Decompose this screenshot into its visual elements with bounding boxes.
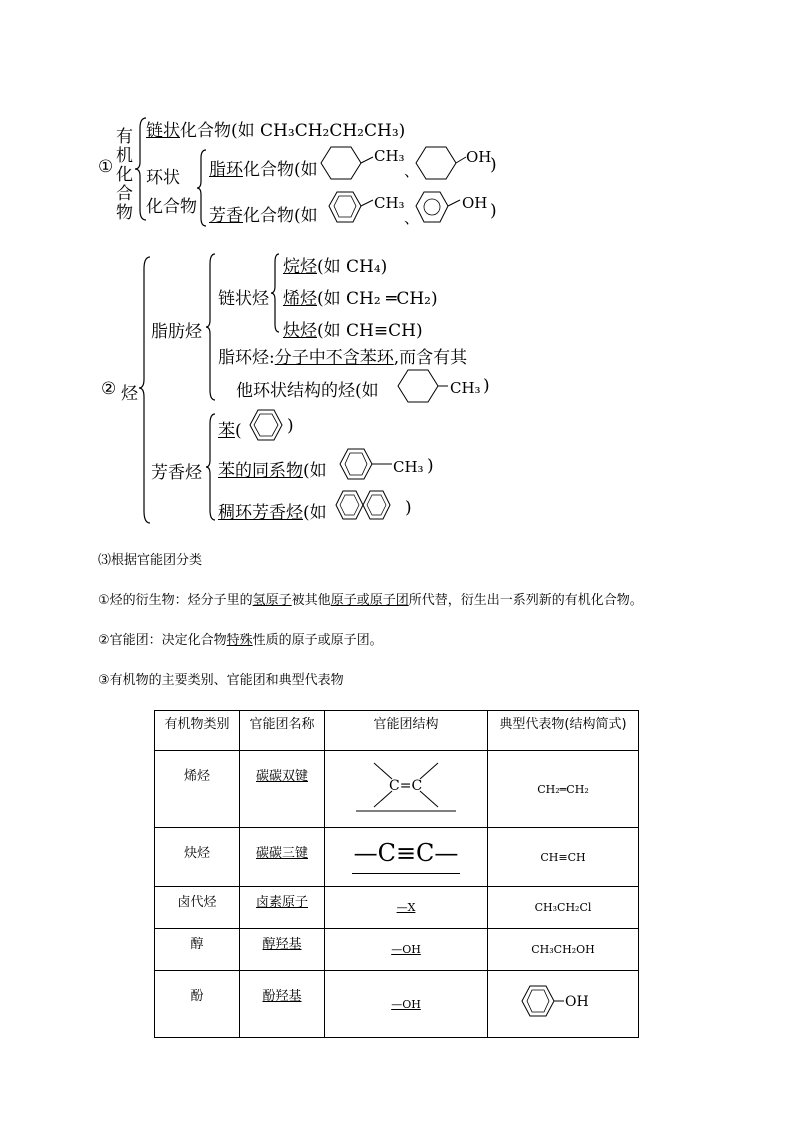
- header-cell: 官能团名称: [240, 711, 325, 751]
- hydroxyl-label: OH: [462, 194, 488, 212]
- paragraph-derivatives: ①烃的衍生物：烃分子里的氢原子被其他原子或原子团所代替，衍生出一系列新的有机化合物。: [98, 593, 643, 608]
- structure-cell: [325, 751, 488, 828]
- methyl-label: CH₃: [374, 147, 405, 165]
- example-cell: CH₂═CH₂: [488, 751, 639, 828]
- chain-compound-line: 链状化合物(如 CH₃CH₂CH₂CH₃): [146, 121, 406, 141]
- cyclic-label-2: 化合物: [146, 197, 197, 217]
- paragraph-table-intro: ③有机物的主要类别、官能团和典型代表物: [98, 673, 344, 688]
- phenol-structure: [518, 982, 608, 1022]
- structure-cell: —OH: [325, 971, 488, 1038]
- alkene-line: 烯烃(如 CH₂ ═CH₂): [283, 289, 438, 309]
- close-paren: ): [483, 376, 490, 396]
- methyl-label: CH₃: [393, 458, 424, 476]
- aromatic-hydrocarbon-label: 芳香烃: [151, 463, 202, 483]
- structure-cell: —OH: [325, 929, 488, 971]
- alicyclic-hydrocarbon-line1: 脂环烃:分子中不含苯环,而含有其: [218, 348, 468, 368]
- hydroxyl-label: OH: [466, 148, 492, 166]
- close-paren: ): [427, 456, 434, 476]
- alkane-line: 烷烃(如 CH₄): [283, 257, 388, 277]
- cyclic-label-1: 环状: [146, 168, 180, 188]
- chain-hydrocarbon-label: 链状烃: [218, 289, 269, 309]
- structure-text: C=C: [389, 778, 423, 794]
- group-name-cell: 醇羟基: [240, 929, 325, 971]
- naphthalene-structure: [334, 488, 414, 528]
- category-cell: 卤代烃: [155, 887, 240, 929]
- example-cell: CH≡CH: [488, 828, 639, 887]
- close-paren: ): [287, 416, 294, 436]
- example-cell: [488, 971, 639, 1038]
- brace: [196, 148, 210, 228]
- close-paren: ): [405, 498, 412, 518]
- toluene-structure: [338, 449, 398, 489]
- tree2-number: ②: [101, 379, 117, 399]
- close-paren: ): [490, 201, 497, 221]
- header-cell: 有机物类别: [155, 711, 240, 751]
- double-bond-structure: [356, 757, 456, 817]
- fused-ring-line: 稠环芳香烃(如: [218, 503, 327, 523]
- table-row: [155, 751, 639, 828]
- brace: [205, 252, 219, 402]
- aliphatic-label: 脂肪烃: [151, 322, 202, 342]
- close-paren: ): [490, 155, 497, 175]
- separator: 、: [404, 209, 420, 227]
- aromatic-compound-line: 芳香化合物(如: [209, 206, 318, 226]
- tree1-vertical-label: 有 机 化 合 物: [116, 127, 133, 223]
- hydroxyl-label: OH: [565, 994, 589, 1010]
- table-header-row: [155, 711, 639, 751]
- brace: [270, 252, 282, 334]
- header-cell: 官能团结构: [325, 711, 488, 751]
- example-cell: CH₃CH₂Cl: [488, 887, 639, 929]
- brace: [138, 255, 154, 525]
- methyl-label: CH₃: [450, 379, 481, 397]
- category-cell: 烯烃: [155, 751, 240, 828]
- alkyne-line: 炔烃(如 CH≡CH): [283, 321, 423, 341]
- group-name-cell: 碳碳双键: [240, 751, 325, 828]
- brace: [205, 412, 219, 522]
- functional-group-table: [154, 710, 639, 1038]
- triple-bond-structure: —C≡C—: [352, 841, 461, 874]
- header-cell: 典型代表物(结构简式): [488, 711, 639, 751]
- methyl-label: CH₃: [374, 194, 405, 212]
- paragraph-functional-group: ②官能团：决定化合物特殊性质的原子或原子团。: [98, 633, 383, 648]
- benzene-line: 苯(: [218, 421, 242, 441]
- structure-cell: [325, 828, 488, 887]
- group-name-cell: 酚羟基: [240, 971, 325, 1038]
- benzene-structure: [248, 408, 288, 448]
- table-row: [155, 929, 639, 971]
- structure-cell: —X: [325, 887, 488, 929]
- table-row: [155, 971, 639, 1038]
- separator: 、: [404, 162, 420, 180]
- hydrocarbon-label: 烃: [121, 384, 138, 404]
- tree1-number: ①: [98, 157, 114, 177]
- category-cell: 炔烃: [155, 828, 240, 887]
- section-heading: ⑶根据官能团分类: [98, 553, 203, 568]
- category-cell: 酚: [155, 971, 240, 1038]
- group-name-cell: 碳碳三键: [240, 828, 325, 887]
- group-name-cell: 卤素原子: [240, 887, 325, 929]
- table-row: [155, 828, 639, 887]
- alicyclic-hydrocarbon-line2: 他环状结构的烃(如: [236, 381, 379, 401]
- category-cell: 醇: [155, 929, 240, 971]
- example-cell: CH₃CH₂OH: [488, 929, 639, 971]
- alicyclic-compound-line: 脂环化合物(如: [209, 160, 318, 180]
- benzene-homolog-line: 苯的同系物(如: [218, 461, 327, 481]
- table-row: [155, 887, 639, 929]
